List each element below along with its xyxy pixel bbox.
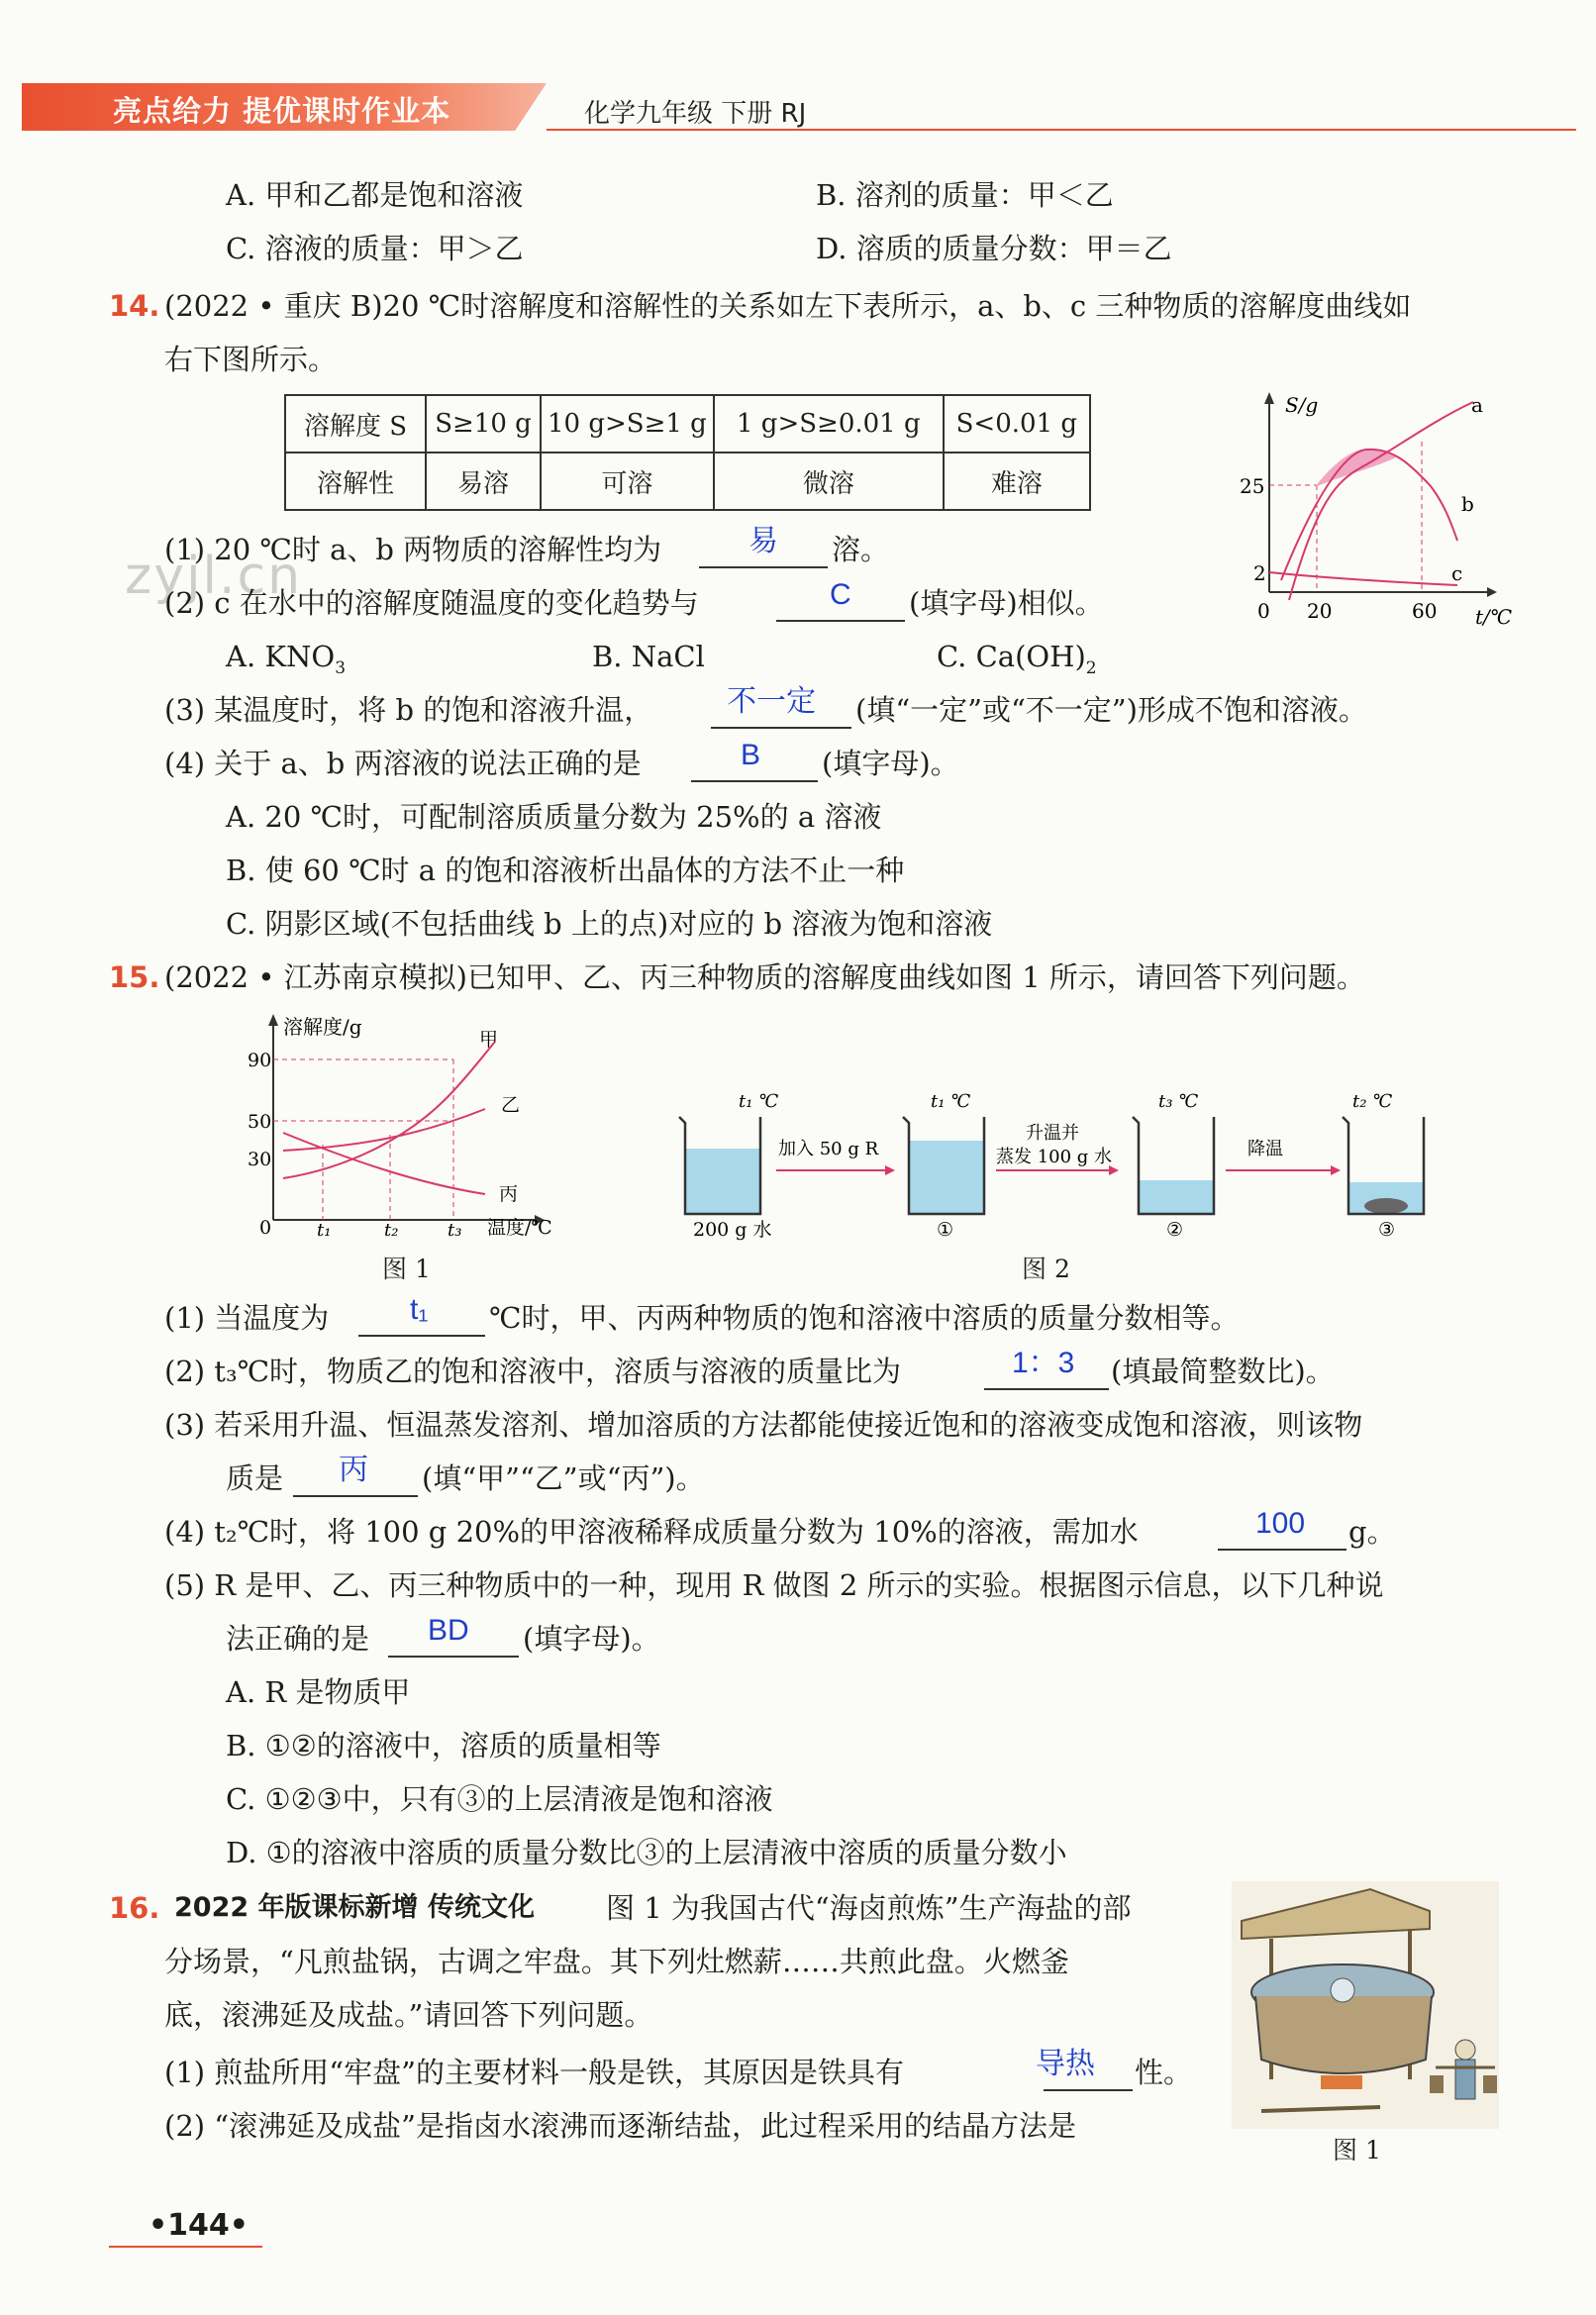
y-tick-30: 30	[248, 1149, 272, 1170]
answer-blank	[691, 780, 818, 782]
step-2-label-line1: 升温并	[1026, 1123, 1079, 1144]
q15-p2-answer: 1：3	[1012, 1347, 1075, 1379]
q15-p5-post: (填字母)。	[523, 1622, 660, 1656]
solubility-table	[284, 394, 1091, 511]
curve-c-label: c	[1451, 561, 1463, 585]
q13-option-b: B. 溶剂的质量：甲＜乙	[816, 178, 1114, 212]
x-tick-t2: t₂	[384, 1220, 399, 1241]
x-axis-label: t/℃	[1475, 605, 1513, 629]
shaded-region	[1315, 449, 1398, 487]
curve-b	[1281, 450, 1457, 580]
table-row	[285, 395, 1090, 453]
page-header	[22, 77, 1576, 135]
q15-p3-post: (填“甲”“乙”或“丙”)。	[422, 1461, 705, 1495]
q15-p5-pre: 法正确的是	[226, 1622, 370, 1656]
beaker-liquid	[1139, 1180, 1214, 1214]
worker-head	[1455, 2040, 1475, 2060]
q16-number: 16.	[109, 1891, 160, 1925]
temp-2: t₁ ℃	[931, 1091, 971, 1112]
y-tick-90: 90	[248, 1050, 272, 1071]
q15-p5-option-b: B. ①②的溶液中，溶质的质量相等	[226, 1729, 661, 1762]
q15-p3-line1: (3) 若采用升温、恒温蒸发溶剂、增加溶质的方法都能使接近饱和的溶液变成饱和溶液，则该物	[164, 1408, 1363, 1442]
beaker-0-label: 200 g 水	[693, 1219, 772, 1241]
header-rule	[547, 129, 1576, 131]
x-tick-60: 60	[1412, 599, 1438, 623]
stove-base	[1255, 1996, 1432, 2073]
header-brand: 亮点给力 提优课时作业本	[113, 94, 451, 128]
q14-p4-option-a: A. 20 ℃时，可配制溶质质量分数为 25%的 a 溶液	[226, 800, 882, 834]
q14-stem-line2: 右下图所示。	[164, 343, 338, 376]
table-cell: S<0.01 g	[944, 395, 1090, 453]
bucket	[1483, 2075, 1497, 2093]
q15-p4-answer: 100	[1255, 1507, 1306, 1540]
x-tick-0: 0	[1257, 599, 1270, 623]
q14-p4-post: (填字母)。	[822, 747, 959, 780]
q15-figure2-experiment	[673, 1089, 1426, 1248]
header-subject: 化学九年级 下册 RJ	[584, 99, 807, 129]
answer-blank	[776, 620, 905, 622]
q14-p1-post: 溶。	[832, 533, 890, 566]
q14-p4-option-c: C. 阴影区域(不包括曲线 b 上的点)对应的 b 溶液为饱和溶液	[226, 907, 993, 941]
curve-bing-label: 丙	[499, 1183, 519, 1205]
curve-b-label: b	[1461, 492, 1474, 516]
q15-p3-answer: 丙	[339, 1454, 368, 1486]
q16-stem-line2: 分场景，“凡煎盐锅，古调之牢盘。其下列灶燃薪……共煎此盘。火燃釜	[164, 1945, 1069, 1978]
curve-a-label: a	[1471, 393, 1483, 417]
origin-label: 0	[259, 1217, 272, 1239]
answer-blank	[1218, 1549, 1347, 1551]
answer-blank	[984, 1388, 1109, 1390]
table-row	[285, 453, 1090, 510]
y-tick-2: 2	[1253, 561, 1266, 585]
q15-p5-line1: (5) R 是甲、乙、丙三种物质中的一种，现用 R 做图 2 所示的实验。根据图示信息，以下几种说	[164, 1568, 1384, 1602]
q16-p1-answer: 导热	[1036, 2048, 1095, 2080]
q15-p1-answer: t₁	[410, 1293, 429, 1326]
beaker-3-label: ③	[1378, 1219, 1396, 1241]
bucket	[1430, 2075, 1444, 2093]
page-number: •144•	[149, 2208, 249, 2243]
q13-option-a: A. 甲和乙都是饱和溶液	[226, 178, 524, 212]
curve-c	[1269, 572, 1457, 585]
q15-p4-pre: (4) t₂℃时，将 100 g 20%的甲溶液稀释成质量分数为 10%的溶液，需加水	[164, 1515, 1139, 1549]
curve-yi-label: 乙	[501, 1094, 521, 1116]
q15-figure1-graph	[238, 1010, 574, 1248]
q14-p1-pre: (1) 20 ℃时 a、b 两物质的溶解性均为	[164, 533, 662, 566]
curve-bing	[283, 1133, 485, 1194]
q15-p1-pre: (1) 当温度为	[164, 1301, 330, 1335]
answer-blank	[711, 727, 851, 729]
q15-stem: (2022 • 江苏南京模拟)已知甲、乙、丙三种物质的溶解度曲线如图 1 所示，请回答下列问题。	[164, 960, 1365, 994]
q14-p2-pre: (2) c 在水中的溶解度随温度的变化趋势与	[164, 586, 699, 620]
temp-4: t₂ ℃	[1352, 1091, 1393, 1112]
table-cell: S≥10 g	[426, 395, 541, 453]
q15-p5-answer: BD	[428, 1614, 469, 1647]
answer-blank	[699, 566, 828, 568]
q14-number: 14.	[109, 289, 160, 323]
y-axis-arrow	[1264, 392, 1274, 404]
table-cell: 微溶	[714, 453, 944, 510]
q15-p4-post: g。	[1348, 1515, 1396, 1549]
q16-figure-caption: 图 1	[1333, 2136, 1381, 2164]
salt-boiling-illustration	[1232, 1881, 1499, 2129]
step-3-label: 降温	[1247, 1139, 1283, 1159]
beaker-liquid	[685, 1149, 760, 1214]
curve-jia	[283, 1042, 495, 1178]
beaker-1	[903, 1117, 984, 1214]
q16-p1-post: 性。	[1135, 2056, 1193, 2089]
q15-p2-post: (填最简整数比)。	[1111, 1355, 1335, 1388]
x-tick-20: 20	[1307, 599, 1333, 623]
step-1-label: 加入 50 g R	[778, 1139, 879, 1159]
q16-stem-line1: 图 1 为我国古代“海卤煎炼”生产海盐的部	[606, 1891, 1132, 1925]
beaker-2-label: ②	[1166, 1219, 1184, 1241]
q14-p2-option-a: A. $KNO_3$	[226, 640, 347, 678]
q15-p1-post: ℃时，甲、丙两种物质的饱和溶液中溶质的质量分数相等。	[489, 1301, 1240, 1335]
q16-tag: 2022 年版课标新增 传统文化	[174, 1892, 535, 1923]
q15-number: 15.	[109, 960, 160, 994]
x-tick-t3: t₃	[448, 1220, 462, 1241]
q16-p2: (2) “滚沸延及成盐”是指卤水滚沸而逐渐结盐，此过程采用的结晶方法是	[164, 2109, 1076, 2143]
q14-p3-pre: (3) 某温度时，将 b 的饱和溶液升温，	[164, 693, 653, 727]
beaker-liquid	[909, 1141, 984, 1214]
answer-blank	[358, 1335, 485, 1337]
temp-3: t₃ ℃	[1158, 1091, 1199, 1112]
q13-option-c: C. 溶液的质量：甲＞乙	[226, 232, 524, 265]
q14-p2-option-b: B. NaCl	[592, 640, 705, 673]
beaker-3	[1343, 1117, 1424, 1214]
q14-p4-option-b: B. 使 60 ℃时 a 的饱和溶液析出晶体的方法不止一种	[226, 854, 905, 887]
answer-blank	[293, 1495, 418, 1497]
q14-p2-post: (填字母)相似。	[909, 586, 1104, 620]
y-tick-50: 50	[248, 1111, 272, 1133]
beaker-2	[1133, 1117, 1214, 1214]
table-cell: 可溶	[541, 453, 714, 510]
beaker-1-label: ①	[937, 1219, 954, 1241]
q14-p3-answer: 不一定	[727, 685, 816, 718]
table-cell: 溶解性	[285, 453, 426, 510]
fire-opening	[1321, 2075, 1362, 2089]
q15-p3-pre: 质是	[226, 1461, 284, 1495]
watermark: zyjl.cn	[125, 547, 303, 606]
q15-p2-pre: (2) t₃℃时，物质乙的饱和溶液中，溶质与溶液的质量比为	[164, 1355, 902, 1388]
q15-p5-option-a: A. R 是物质甲	[226, 1675, 411, 1709]
y-tick-25: 25	[1240, 474, 1265, 498]
table-cell: 难溶	[944, 453, 1090, 510]
q14-p4-pre: (4) 关于 a、b 两溶液的说法正确的是	[164, 747, 642, 780]
x-tick-t1: t₁	[317, 1220, 332, 1241]
q14-p2-answer: C	[830, 578, 851, 611]
q14-p4-answer: B	[741, 739, 761, 771]
q14-p2-option-c: C. $Ca(OH)_2$	[937, 640, 1097, 678]
q15-figure1-caption: 图 1	[382, 1255, 431, 1283]
answer-blank	[388, 1656, 519, 1658]
q16-p1-pre: (1) 煎盐所用“牢盘”的主要材料一般是铁，其原因是铁具有	[164, 2056, 904, 2089]
pan-steam	[1331, 1978, 1354, 2002]
arrow-3-head	[1331, 1165, 1341, 1175]
y-axis-label: 溶解度/g	[283, 1015, 362, 1039]
arrow-1-head	[885, 1165, 895, 1175]
q14-p3-post: (填“一定”或“不一定”)形成不饱和溶液。	[855, 693, 1367, 727]
beaker-0	[679, 1117, 760, 1214]
x-axis-arrow	[1487, 587, 1497, 597]
x-axis-label: 温度/℃	[487, 1217, 552, 1239]
temp-1: t₁ ℃	[739, 1091, 779, 1112]
answer-blank	[1044, 2089, 1133, 2091]
table-cell: 1 g>S≥0.01 g	[714, 395, 944, 453]
worker-body	[1455, 2060, 1475, 2099]
q14-solubility-graph	[1228, 382, 1513, 630]
page-number-rule	[109, 2246, 262, 2248]
table-cell: 易溶	[426, 453, 541, 510]
q14-p1-answer: 易	[748, 525, 778, 557]
q15-p5-option-c: C. ①②③中，只有③的上层清液是饱和溶液	[226, 1782, 773, 1816]
y-axis-arrow	[268, 1014, 278, 1026]
q15-figure2-caption: 图 2	[1022, 1255, 1070, 1283]
curve-jia-label: 甲	[479, 1029, 499, 1051]
q13-option-d: D. 溶质的质量分数：甲＝乙	[816, 232, 1172, 265]
table-cell: 溶解度 S	[285, 395, 426, 453]
table-cell: 10 g>S≥1 g	[541, 395, 714, 453]
crystals	[1364, 1198, 1408, 1214]
q14-stem-line1: (2022 • 重庆 B)20 ℃时溶解度和溶解性的关系如左下表所示，a、b、c 三种物质的溶解度曲线如	[164, 289, 1412, 323]
q16-stem-line3: 底，滚沸延及成盐。”请回答下列问题。	[164, 1998, 653, 2032]
q15-p5-option-d: D. ①的溶液中溶质的质量分数比③的上层清液中溶质的质量分数小	[226, 1836, 1067, 1869]
y-axis-label: S/g	[1285, 393, 1319, 417]
step-2-label-line2: 蒸发 100 g 水	[996, 1147, 1113, 1167]
